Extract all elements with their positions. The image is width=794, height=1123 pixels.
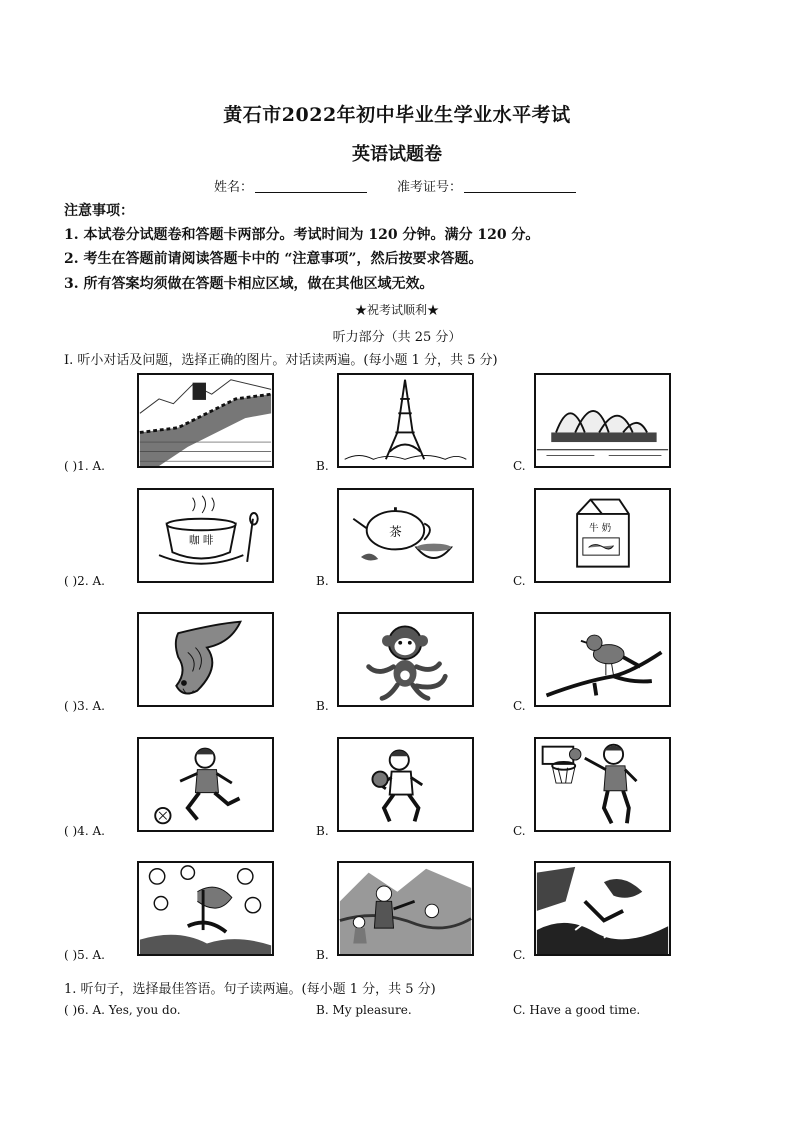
question-2-option-b-label: B. (316, 574, 329, 588)
notice-rule-1: 1. 本试卷分试题卷和答题卡两部分。考试时间为 120 分钟。满分 120 分。 (64, 227, 540, 243)
flood-sea-picture[interactable] (534, 861, 671, 956)
exam-number-field (397, 176, 576, 195)
monkey-picture[interactable] (337, 612, 474, 707)
coffee-text: 咖 啡 (189, 534, 214, 547)
exam-number-label: 准考证号： (397, 180, 463, 195)
boy-basketball-picture[interactable] (534, 737, 671, 832)
boy-football-picture[interactable] (137, 737, 274, 832)
name-field (214, 176, 367, 195)
boy-volleyball-picture[interactable] (337, 737, 474, 832)
question-6-option-a: ( )6. A. Yes, you do. (64, 1003, 181, 1017)
question-6-option-c: C. Have a good time. (513, 1003, 641, 1017)
question-5-label: ( )5. A. (64, 948, 105, 962)
name-label: 姓名： (214, 180, 254, 195)
exam-subtitle: 英语试题卷 (352, 144, 442, 165)
question-2-option-c-label: C. (513, 574, 526, 588)
sydney-opera-house-picture[interactable] (534, 373, 671, 468)
listening-heading: 听力部分（共 25 分） (332, 330, 462, 345)
section-1-title: Ⅰ. 听小对话及问题，选择正确的图片。对话读两遍。(每小题 1 分，共 5 分) (64, 353, 498, 368)
question-2-label: ( )2. A. (64, 574, 105, 588)
notice-heading: 注意事项： (64, 203, 134, 219)
section-2-title: 1. 听句子，选择最佳答语。句子读两遍。(每小题 1 分，共 5 分) (64, 982, 436, 997)
question-4-option-b-label: B. (316, 824, 329, 838)
teapot-tea-picture[interactable] (337, 488, 474, 583)
question-3-label: ( )3. A. (64, 699, 105, 713)
archer-suns-picture[interactable] (137, 861, 274, 956)
tea-text: 茶 (389, 523, 402, 539)
exam-title: 黄石市2022年初中毕业生学业水平考试 (223, 104, 571, 126)
question-5-option-b-label: B. (316, 948, 329, 962)
question-1-option-b-label: B. (316, 459, 329, 473)
bird-picture[interactable] (534, 612, 671, 707)
question-6-option-b: B. My pleasure. (316, 1003, 412, 1017)
milk-carton-picture[interactable] (534, 488, 671, 583)
name-blank (255, 180, 367, 193)
eiffel-tower-picture[interactable] (337, 373, 474, 468)
old-man-mountain-picture[interactable] (337, 861, 474, 956)
question-3-option-b-label: B. (316, 699, 329, 713)
question-5-option-c-label: C. (513, 948, 526, 962)
question-1-label: ( )1. A. (64, 459, 105, 473)
coffee-cup-picture[interactable] (137, 488, 274, 583)
question-3-option-c-label: C. (513, 699, 526, 713)
milk-text: 牛 奶 (589, 523, 612, 535)
good-luck-text: ★祝考试顺利★ (354, 303, 439, 317)
fish-picture[interactable] (137, 612, 274, 707)
notice-rule-3: 3. 所有答案均须做在答题卡相应区域，做在其他区域无效。 (64, 276, 434, 292)
exam-number-blank (464, 180, 576, 193)
question-1-option-c-label: C. (513, 459, 526, 473)
question-4-label: ( )4. A. (64, 824, 105, 838)
notice-rule-2: 2. 考生在答题前请阅读答题卡中的 “注意事项”，然后按要求答题。 (64, 251, 483, 267)
question-4-option-c-label: C. (513, 824, 526, 838)
great-wall-picture[interactable] (137, 373, 274, 468)
